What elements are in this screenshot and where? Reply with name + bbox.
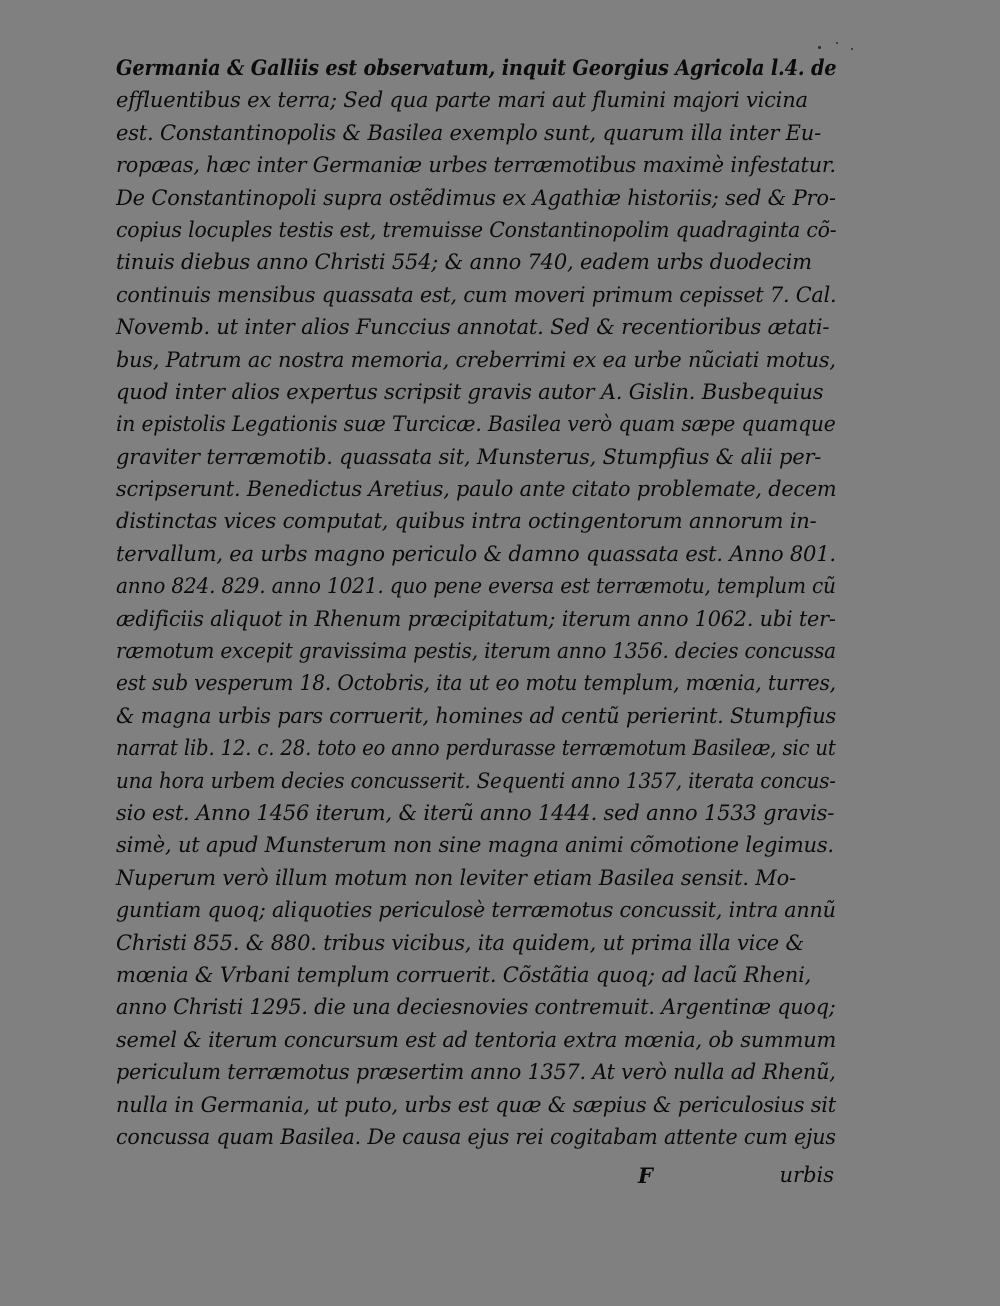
text-line: effluentibus ex terra; Sed qua parte mari aut flumini majori vicina <box>116 88 808 113</box>
signature-mark: F <box>638 1163 653 1188</box>
text-line: continuis mensibus quassata est, cum moveri primum cepisset 7. Cal. <box>116 282 837 307</box>
text-line: copius locuples testis est, tremuisse Constantinopolim quadraginta cõ- <box>116 217 837 242</box>
page-footer <box>116 1163 836 1193</box>
text-line: periculum terræmotus præsertim anno 1357. At verò nulla ad Rhenũ, <box>116 1060 836 1085</box>
text-line: ræmotum excepit gravissima pestis, iterum anno 1356. decies concussa <box>116 639 836 664</box>
text-line: De Constantinopoli supra ostẽdimus ex Agathiæ historiis; sed & Pro- <box>116 185 836 210</box>
text-line: est. Constantinopolis & Basilea exemplo sunt, quarum illa inter Eu- <box>116 120 821 145</box>
ink-speck <box>818 46 821 49</box>
text-line: mœnia & Vrbani templum corruerit. Cõstãtia quoq; ad lacũ Rheni, <box>116 962 812 987</box>
catchword: urbis <box>779 1163 834 1187</box>
text-line: nulla in Germania, ut puto, urbs est quæ & sæpius & periculosius sit <box>116 1092 837 1117</box>
text-line: concussa quam Basilea. De causa ejus rei cogitabam attente cum ejus <box>116 1124 836 1149</box>
text-line: semel & iterum concursum est ad tentoria extra mœnia, ob summum <box>116 1027 837 1052</box>
text-line: tervallum, ea urbs magno periculo & damno quassata est. Anno 801. <box>116 541 836 566</box>
text-line: tinuis diebus anno Christi 554; & anno 740, eadem urbs duodecim <box>116 250 812 275</box>
text-line: distinctas vices computat, quibus intra octingentorum annorum in- <box>116 509 817 534</box>
body-text <box>116 52 836 1153</box>
text-line: Nuperum verò illum motum non leviter etiam Basilea sensit. Mo- <box>116 865 796 890</box>
text-line: sio est. Anno 1456 iterum, & iterũ anno 1444. sed anno 1533 gravis- <box>116 800 835 825</box>
text-line: ropæas, hæc inter Germaniæ urbes terræmotibus maximè infestatur. <box>116 153 836 178</box>
text-line: Germania & Galliis est observatum, inquit Georgius Agricola l.4. de <box>116 55 837 80</box>
text-line: & magna urbis pars corruerit, homines ad centũ perierint. Stumpfius <box>116 703 836 728</box>
text-line: Novemb. ut inter alios Funccius annotat. Sed & recentioribus ætati- <box>116 315 830 340</box>
text-line: una hora urbem decies concusserit. Sequenti anno 1357, iterata concus- <box>116 768 836 793</box>
text-line: guntiam quoq; aliquoties periculosè terræmotus concussit, intra annũ <box>116 898 836 923</box>
ink-speck <box>851 48 853 50</box>
text-line: bus, Patrum ac nostra memoria, creberrimi ex ea urbe nũciati motus, <box>116 347 836 372</box>
text-line: narrat lib. 12. c. 28. toto eo anno perdurasse terræmotum Basileæ, sic ut <box>116 736 836 761</box>
text-line: est sub vesperum 18. Octobris, ita ut eo motu templum, mœnia, turres, <box>116 671 836 696</box>
text-line: anno 824. 829. anno 1021. quo pene eversa est terræmotu, templum cũ <box>116 574 836 599</box>
ink-speck <box>836 42 838 44</box>
text-line: ædificiis aliquot in Rhenum præcipitatum; iterum anno 1062. ubi ter- <box>116 606 836 631</box>
text-line: scripserunt. Benedictus Aretius, paulo ante citato problemate, decem <box>116 477 837 502</box>
text-line: graviter terræmotib. quassata sit, Munsterus, Stumpfius & alii per- <box>116 444 822 469</box>
text-line: simè, ut apud Munsterum non sine magna animi cõmotione legimus. <box>116 833 834 858</box>
text-line: in epistolis Legationis suæ Turcicæ. Basilea verò quam sæpe quamque <box>116 412 836 437</box>
text-line: quod inter alios expertus scripsit gravis autor A. Gislin. Busbequius <box>116 379 824 404</box>
text-line: Christi 855. & 880. tribus vicibus, ita quidem, ut prima illa vice & <box>116 930 804 955</box>
text-line: anno Christi 1295. die una deciesnovies contremuit. Argentinæ quoq; <box>116 995 836 1020</box>
